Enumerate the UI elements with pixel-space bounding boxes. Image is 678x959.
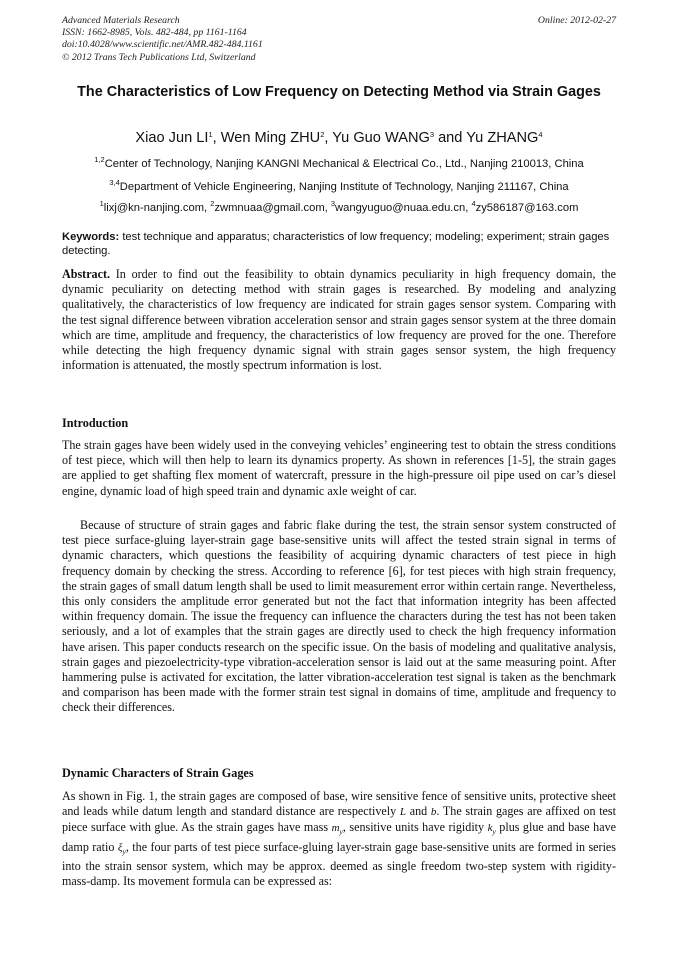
affiliation-sup: 1,2 [94, 155, 105, 164]
symbol-damp-ratio [118, 842, 126, 854]
email-link[interactable]: lixj@kn-nanjing.com [103, 202, 205, 214]
affiliation-sup: 3,4 [109, 178, 120, 187]
abstract-label: Abstract. [62, 267, 111, 281]
abstract-block [62, 267, 616, 373]
symbol-subscript: y [339, 827, 343, 837]
symbol-subscript: y [492, 827, 496, 837]
symbol-rigidity [487, 822, 496, 837]
affiliation-1 [60, 157, 618, 171]
symbol-base: k [487, 822, 493, 835]
email-separator: , [324, 202, 331, 214]
paragraph-text: . The strain gages are affixed on test piece surface with glue. As the strain gages have mass [62, 804, 616, 835]
symbol-base: ξ [117, 841, 123, 854]
journal-header [62, 15, 263, 64]
introduction-paragraph-1: The strain gages have been widely used in the conveying vehicles’ engineering test to obtain the stress conditions of test piece, which will then help to learn its dynamics property. As shown in references [1-5], the strain gages are applied to get shafting flex moment of watercraft, pressure in the high-pressure oil pipe used on car’s diesel engine, dynamic load of high speed train and dynamic axle weight of car. [62, 438, 616, 498]
author-sup: 1 [208, 130, 213, 139]
author-sup: 4 [538, 130, 543, 139]
paragraph-text: plus glue and base have damp ratio [62, 820, 616, 854]
affiliation-2 [60, 180, 618, 194]
author-sup: 3 [429, 130, 435, 139]
symbol-datum-length: L [399, 806, 407, 819]
author-name: Yu Guo WANG [332, 130, 430, 146]
affiliation-text: Center of Technology, Nanjing KANGNI Mechanical & Electrical Co., Ltd., Nanjing 210013, China [104, 158, 584, 170]
author-list [60, 129, 618, 147]
email-link[interactable]: zwmnuaa@gmail.com [214, 202, 325, 214]
email-separator: , [465, 202, 472, 214]
paragraph-text: and [406, 804, 431, 819]
online-date: Online: 2012-02-27 [537, 15, 616, 26]
author-separator: , [324, 130, 333, 146]
paragraph-text: As shown in Fig. 1, the strain gages are composed of base, wire sensitive fence of sensitive units, protective sheet and leads while datum length and standard distance are respectively [62, 789, 616, 819]
email-link[interactable]: wangyuguo@nuaa.edu.cn [335, 202, 466, 214]
symbol-standard-distance: b [430, 806, 437, 819]
paper-title: The Characteristics of Low Frequency on Detecting Method via Strain Gages [77, 84, 601, 100]
keywords-text: test technique and apparatus; characteristics of low frequency; modeling; experiment; strain gages detecting. [62, 231, 610, 257]
dynamic-characters-paragraph [62, 789, 616, 890]
affiliation-text: Department of Vehicle Engineering, Nanjing Institute of Technology, Nanjing 211167, China [119, 181, 569, 193]
author-separator: , [212, 130, 221, 146]
email-sup: 2 [210, 199, 215, 208]
author-name: Xiao Jun LI [135, 130, 209, 146]
author-name: Wen Ming ZHU [220, 130, 321, 146]
issn-line: ISSN: 1662-8985, Vols. 482-484, pp 1161-1164 [62, 27, 247, 39]
symbol-subscript: y [122, 846, 126, 856]
symbol-mass [331, 822, 343, 837]
copyright-line: © 2012 Trans Tech Publications Ltd, Switzerland [62, 51, 256, 63]
journal-name: Advanced Materials Research [62, 15, 180, 26]
abstract-text: In order to find out the feasibility to obtain dynamics peculiarity in high frequency domain, the dynamic peculiarity on detecting method with strain gages is researched. By modeling and analyzing qualitatively, the characteristics of low frequency are indicated for strain gages sensor system. Comparing with the test signal difference between vibration acceleration sensor and strain gages sensor system at the three domain which are time, amplitude and frequency, the characteristics of low frequency are proved for the one. Therefore while detecting the high frequency dynamic signal with strain gages sensor system, the high frequency information is attenuated, the mostly spectrum information is lost. [62, 267, 616, 373]
author-name: Yu ZHANG [466, 130, 539, 146]
email-sup: 1 [99, 199, 104, 208]
keywords-label: Keywords: [62, 231, 120, 243]
email-sup: 3 [330, 199, 336, 208]
email-separator: , [204, 202, 211, 214]
paragraph-text: , the four parts of test piece surface-gluing layer-strain gage base-sensitive units are formed in series into the strain sensor system, which may be approx. deemed as single freedom two-step system with rigidity-mass-damp. Its movement formula can be expressed as: [62, 839, 617, 889]
doi-line: doi:10.4028/www.scientific.net/AMR.482-484.1161 [62, 39, 263, 51]
author-sup: 2 [320, 130, 325, 139]
email-sup: 4 [471, 199, 476, 208]
introduction-paragraph-2: Because of structure of strain gages and fabric flake during the test, the strain sensor system constructed of test piece surface-gluing layer-strain gage base-sensitive units will affect the tested strain signal in terms of dynamic characters, which questions the feasibility of acquiring dynamic characters of test piece in high frequency domain by checking the stress. According to reference [6], for test pieces with high strain frequency, the strain gages of small datum length shall be used to limit measurement error within certain range. Nevertheless, this only considers the amplitude error generated but not the fact that information integrity has been affected within frequency domain. The issue the frequency can influence the characters during the test has not been taken seriously, and a lot of examples that the strain gages are directly used to check the high frequency information have arisen. This paper conducts research on the specific issue. On the basis of modeling and qualitative analysis, strain gages and piezoelectricity-type vibration-acceleration sensor is laid out at the same measuring point. After hammering pulse is activated for excitation, the latter vibration-acceleration test signal is taken as the benchmark and comparison has been made with the former strain test signal in domains of time, amplitude and frequency to check their differences. [62, 518, 616, 715]
keywords-block [62, 230, 616, 258]
dynamic-characters-heading: Dynamic Characters of Strain Gages [62, 766, 254, 780]
symbol-base: m [331, 822, 340, 835]
introduction-heading: Introduction [62, 416, 129, 430]
email-link[interactable]: zy586187@163.com [475, 202, 579, 214]
author-separator: and [434, 130, 467, 146]
paragraph-text: , sensitive units have rigidity [342, 820, 488, 835]
email-list [60, 201, 618, 215]
